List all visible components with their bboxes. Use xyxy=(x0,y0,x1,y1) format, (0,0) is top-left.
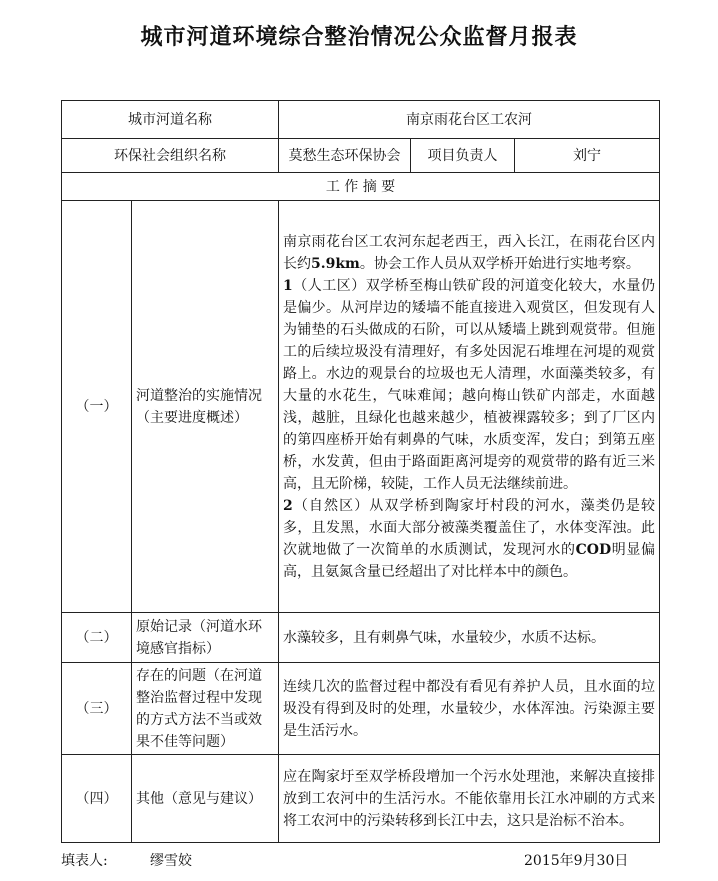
report-date: 2015年9月30日 xyxy=(524,853,629,869)
section-row-3 xyxy=(62,663,660,755)
river-length: 5.9km xyxy=(311,255,360,272)
paragraph-1-number: 1 xyxy=(283,277,293,294)
river-name-row xyxy=(62,101,660,139)
summary-title: 工 作 摘 要 xyxy=(62,173,660,201)
intro-text: 南京雨花台区工农河东起老西王，西入长江，在雨花台区内长约 xyxy=(283,233,655,272)
river-name-label: 城市河道名称 xyxy=(62,101,279,139)
section-content: 应在陶家圩至双学桥段增加一个污水处理池，来解决直接排放到工农河中的生活污水。不能依靠用长江水冲刷的方式来将工农河中的污染转移到长江中去，这只是治标不治本。 xyxy=(279,755,660,843)
section-index: （三） xyxy=(62,663,132,755)
summary-title-row xyxy=(62,173,660,201)
paragraph-2-text: （自然区）从双学桥到陶家圩村段的河水，藻类仍是较多，且发黑，水面大部分被藻类覆盖住了，水体变浑浊。此次就地做了一次简单的水质测试，发现河水的 xyxy=(283,497,655,558)
leader-label: 项目负责人 xyxy=(411,139,515,173)
section-label: 存在的问题（在河道整治监督过程中发现的方式方法不当或效果不佳等问题） xyxy=(132,663,279,755)
section-content xyxy=(279,201,660,613)
section-index: （二） xyxy=(62,613,132,663)
section-index: （四） xyxy=(62,755,132,843)
section-label: 河道整治的实施情况（主要进度概述） xyxy=(132,201,279,613)
filler-name: 缪雪姣 xyxy=(150,853,192,869)
section-row-4 xyxy=(62,755,660,843)
paragraph-1 xyxy=(283,275,655,495)
section-row-2 xyxy=(62,613,660,663)
river-name-value: 南京雨花台区工农河 xyxy=(279,101,660,139)
cod-term: COD xyxy=(575,541,612,558)
paragraph-1-text: （人工区）双学桥至梅山铁矿段的河道变化较大，水量仍是偏少。从河岸边的矮墙不能直接进入观赏区，但发现有人为铺垫的石头做成的石阶，可以从矮墙上跳到观赏带。但施工的后续垃圾没有清理好，有多处因泥石堆埋在河堤的观赏路上。水边的观景台的垃圾也无人清理，水面藻类较多，有大量的水花生，气味难闻；越向梅山铁矿内部走，水面越浅，越脏，且绿化也越来越少，植被裸露较多；到了厂区内的第四座桥开始有刺鼻的气味，水质变浑，发白；到第五座桥，水发黄，但由于路面距离河堤旁的观赏带的路有近三米高，且无阶梯，较陡，工作人员无法继续前进。 xyxy=(283,277,655,492)
paragraph-2-number: 2 xyxy=(283,497,293,514)
section-content: 连续几次的监督过程中都没有看见有养护人员，且水面的垃圾没有得到及时的处理，水量较少，水体浑浊。污染源主要是生活污水。 xyxy=(279,663,660,755)
section-label: 原始记录（河道水环境感官指标） xyxy=(132,613,279,663)
org-label: 环保社会组织名称 xyxy=(62,139,279,173)
section-content: 水藻较多，且有刺鼻气味，水量较少，水质不达标。 xyxy=(279,613,660,663)
paragraph-2 xyxy=(283,495,655,583)
paragraph-2-text-tail: 明显偏高，且氨氮含量已经超出了对比样本中的颜色。 xyxy=(283,541,656,580)
org-value: 莫愁生态环保协会 xyxy=(279,139,411,173)
section-row-1 xyxy=(62,201,660,613)
intro-text-tail: 。协会工作人员从双学桥开始进行实地考察。 xyxy=(359,255,640,272)
leader-value: 刘宁 xyxy=(515,139,660,173)
report-table xyxy=(61,100,660,843)
page-title: 城市河道环境综合整治情况公众监督月报表 xyxy=(140,25,578,50)
org-row xyxy=(62,139,660,173)
section-index: （一） xyxy=(62,201,132,613)
intro-paragraph xyxy=(283,231,655,275)
section-label: 其他（意见与建议） xyxy=(132,755,279,843)
filler-label: 填表人: xyxy=(61,853,108,869)
